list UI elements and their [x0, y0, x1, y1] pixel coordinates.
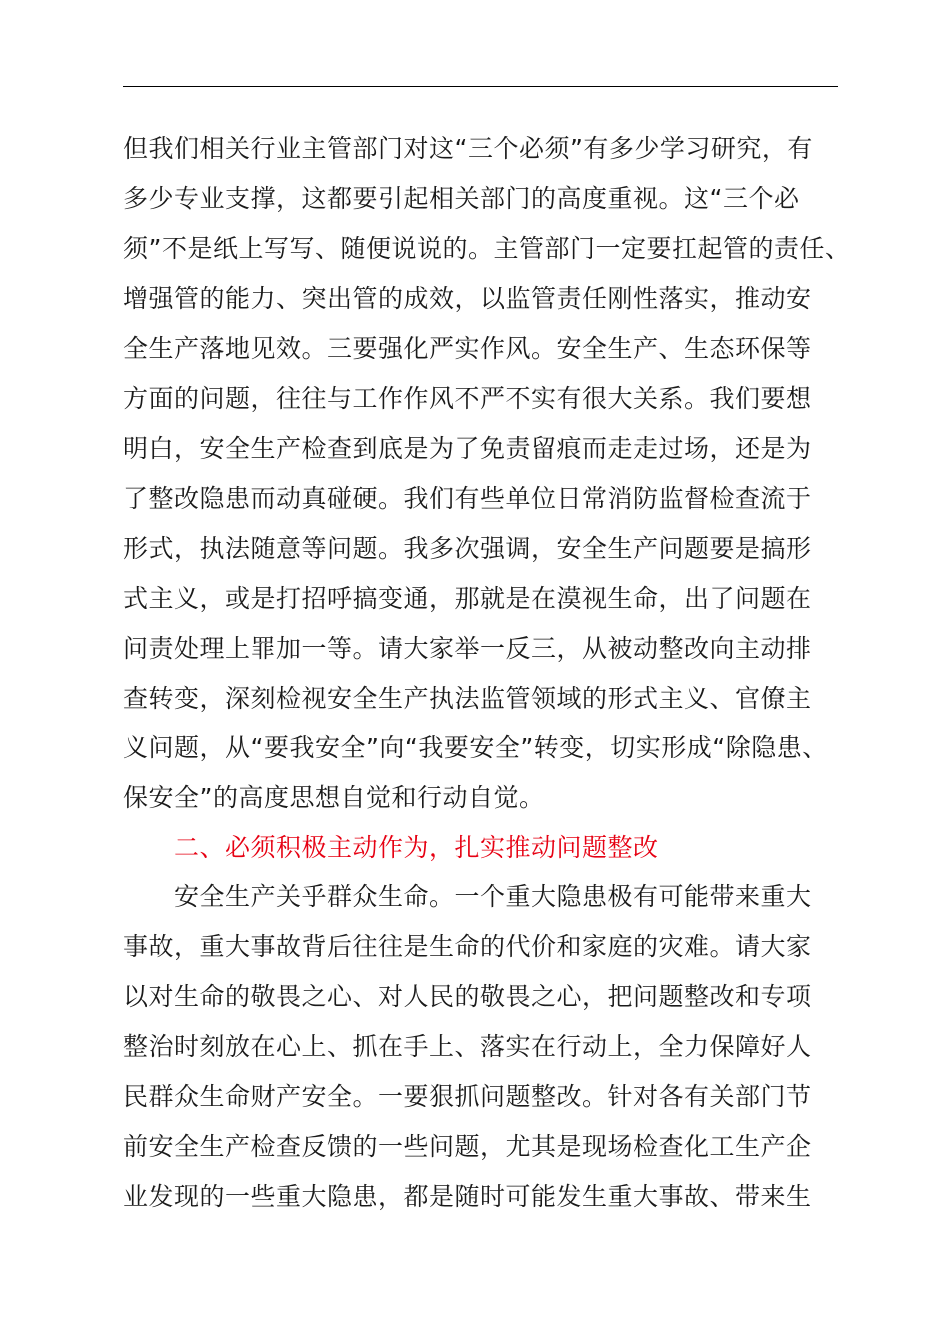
text-line: 民群众生命财产安全。一要狠抓问题整改。针对各有关部门节 — [123, 1082, 812, 1111]
text-line: 前安全生产检查反馈的一些问题，尤其是现场检查化工生产企 — [123, 1132, 812, 1161]
text-line: 须”不是纸上写写、随便说说的。主管部门一定要扛起管的责任、 — [123, 234, 851, 263]
text-line: 全生产落地见效。三要强化严实作风。安全生产、生态环保等 — [123, 334, 812, 363]
text-line: 事故，重大事故背后往往是生命的代价和家庭的灾难。请大家 — [123, 932, 812, 961]
text-line: 但我们相关行业主管部门对这“三个必须”有多少学习研究，有 — [123, 134, 813, 163]
text-line: 式主义，或是打招呼搞变通，那就是在漠视生命，出了问题在 — [123, 584, 812, 613]
section-heading: 二、必须积极主动作为，扎实推动问题整改 — [174, 833, 659, 862]
text-line: 查转变，深刻检视安全生产执法监管领域的形式主义、官僚主 — [123, 684, 812, 713]
text-line: 安全生产关乎群众生命。一个重大隐患极有可能带来重大 — [174, 882, 812, 911]
text-line: 了整改隐患而动真碰硬。我们有些单位日常消防监督检查流于 — [123, 484, 812, 513]
text-line: 增强管的能力、突出管的成效，以监管责任刚性落实，推动安 — [123, 284, 812, 313]
text-line: 保安全”的高度思想自觉和行动自觉。 — [123, 783, 545, 812]
text-line: 义问题，从“要我安全”向“我要安全”转变，切实形成“除隐患、 — [123, 733, 828, 762]
text-line: 形式，执法随意等问题。我多次强调，安全生产问题要是搞形 — [123, 534, 812, 563]
header-rule — [123, 86, 838, 87]
text-line: 问责处理上罪加一等。请大家举一反三，从被动整改向主动排 — [123, 634, 812, 663]
text-line: 业发现的一些重大隐患，都是随时可能发生重大事故、带来生 — [123, 1182, 812, 1211]
text-line: 以对生命的敬畏之心、对人民的敬畏之心，把问题整改和专项 — [123, 982, 812, 1011]
text-line: 整治时刻放在心上、抓在手上、落实在行动上，全力保障好人 — [123, 1032, 812, 1061]
text-line: 多少专业支撑，这都要引起相关部门的高度重视。这“三个必 — [123, 184, 800, 213]
text-line: 方面的问题，往往与工作作风不严不实有很大关系。我们要想 — [123, 384, 812, 413]
text-line: 明白，安全生产检查到底是为了免责留痕而走走过场，还是为 — [123, 434, 812, 463]
